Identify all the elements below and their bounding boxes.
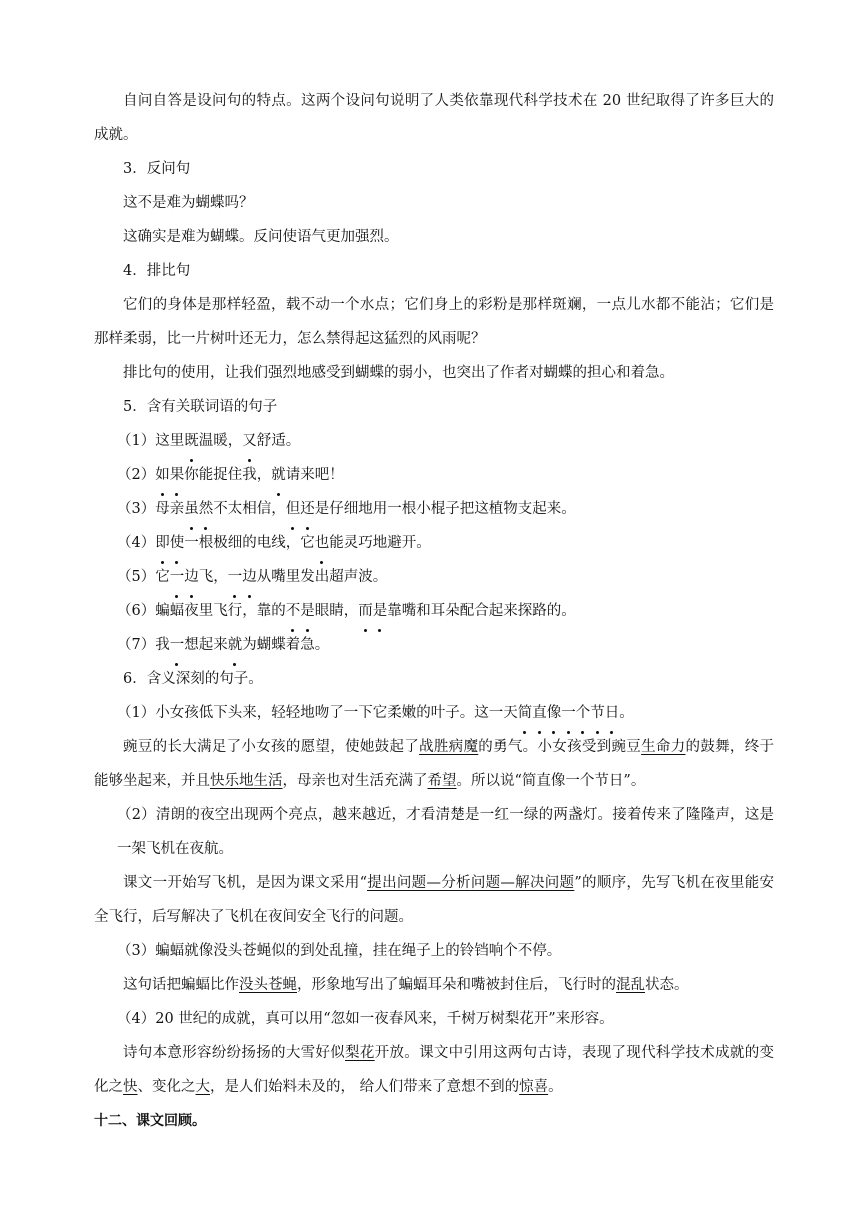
profound-sentence-3: （3）蝙蝠就像没头苍蝇似的到处乱撞，挂在绳子上的铃铛响个不停。 — [117, 943, 562, 959]
conjunction-sentence-2: （2）如果你能捉住我，就请来吧！ — [94, 458, 774, 492]
conjunction-sentence-3: （3）母亲虽然不太相信，但还是仔细地用一根小棍子把这植物支起来。 — [94, 492, 774, 526]
profound-sentence-1-note: 豌豆的长大满足了小女孩的愿望，使她鼓起了战胜病魔的勇气。小女孩受到豌豆生命力的鼓舞，终于能够坐起来，并且快乐地生活，母亲也对生活充满了希望。所以说“简直像一个节日”。 — [94, 739, 775, 789]
section-3-answer: 这确实是难为蝴蝶。反问使语气更加强烈。 — [123, 229, 399, 245]
profound-sentence-2: （2）清朗的夜空出现两个亮点，越来越近，才看清楚是一红一绿的两盏灯。接着传来了隆隆声，这是一架飞机在夜航。 — [117, 807, 774, 857]
conjunction-sentence-7: （7）我一想起来就为蝴蝶着急。 — [94, 628, 774, 662]
profound-sentence-1: （1）小女孩低下头来，轻轻地吻了一下它柔嫩的叶子。这一天简直像一个节日。 — [94, 696, 774, 730]
conjunction-sentence-5: （5）它一边飞，一边从嘴里发出超声波。 — [94, 560, 774, 594]
section-3-title: 3．反问句 — [123, 161, 191, 177]
profound-sentence-4-note: 诗句本意形容纷纷扬扬的大雪好似梨花开放。课文中引用这两句古诗，表现了现代科学技术成就的变化之快、变化之大，是人们始料未及的， 给人们带来了意想不到的惊喜。 — [94, 1045, 775, 1095]
document-body — [94, 84, 774, 1138]
section-4-note: 排比句的使用，让我们强烈地感受到蝴蝶的弱小，也突出了作者对蝴蝶的担心和着急。 — [123, 365, 674, 381]
section-4-title: 4．排比句 — [123, 263, 191, 279]
conjunction-sentence-4: （4）即使一根极细的电线，它也能灵巧地避开。 — [94, 526, 774, 560]
profound-sentence-4: （4）20 世纪的成就，真可以用“忽如一夜春风来，千树万树梨花开”来形容。 — [117, 1011, 614, 1027]
section-4-text: 它们的身体是那样轻盈，载不动一个水点；它们身上的彩粉是那样斑斓，一点儿水都不能沾；它们是那样柔弱，比一片树叶还无力，怎么禁得起这猛烈的风雨呢？ — [94, 297, 774, 347]
section-12-heading: 十二、课文回顾。 — [94, 1113, 206, 1129]
section-3-question: 这不是难为蝴蝶吗？ — [123, 195, 254, 211]
profound-sentence-3-note: 这句话把蝙蝠比作没头苍蝇，形象地写出了蝙蝠耳朵和嘴被封住后，飞行时的混乱状态。 — [123, 977, 689, 993]
profound-sentence-2-note: 课文一开始写飞机，是因为课文采用“提出问题—分析问题—解决问题”的顺序，先写飞机在夜里能安全飞行，后写解决了飞机在夜间安全飞行的问题。 — [94, 875, 774, 925]
section-5-title: 5．含有关联词语的句子 — [123, 399, 278, 415]
conjunction-sentence-6: （6）蝙蝠夜里飞行，靠的不是眼睛，而是靠嘴和耳朵配合起来探路的。 — [94, 594, 774, 628]
conjunction-sentence-1: （1）这里既温暖，又舒适。 — [94, 424, 774, 458]
rhetorical-question-explanation: 自问自答是设问句的特点。这两个设问句说明了人类依靠现代科学技术在 20 世纪取得了许多巨大的成就。 — [94, 93, 774, 143]
section-6-title: 6．含义深刻的句子。 — [123, 671, 263, 687]
